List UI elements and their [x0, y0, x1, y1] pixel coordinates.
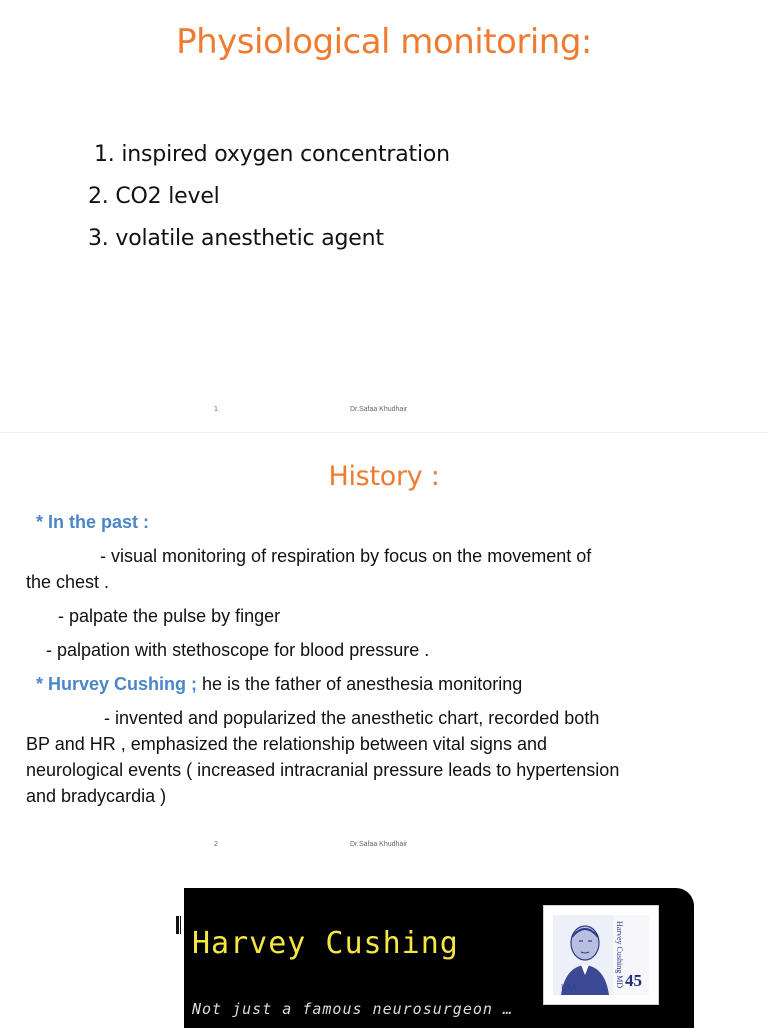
body-line: BP and HR , emphasized the relationship between vital signs and: [26, 734, 547, 754]
slide-3: [0, 864, 768, 1024]
body-line: the chest .: [26, 572, 110, 592]
list-item: 3. volatile anesthetic agent: [88, 226, 384, 251]
stamp-value: 45: [625, 971, 642, 990]
decorative-bar: [180, 916, 181, 934]
list-item: 1. inspired oxygen concentration: [94, 142, 450, 167]
cushing-line: [36, 671, 522, 697]
banner-title: Harvey Cushing: [192, 926, 459, 961]
body-line: - palpate the pulse by finger: [58, 606, 281, 626]
body-line: and bradycardia ): [26, 786, 167, 806]
cushing-text: he is the father of anesthesia monitoring: [197, 674, 523, 694]
monitoring-list: [88, 134, 450, 260]
banner-subtitle: Not just a famous neurosurgeon …: [192, 1000, 513, 1018]
list-item: 2. CO2 level: [88, 184, 220, 209]
body-line: neurological events ( increased intracranial pressure leads to hypertension: [26, 760, 620, 780]
body-line: - invented and popularized the anesthetic chart, recorded both: [104, 708, 600, 728]
body-line: - visual monitoring of respiration by focus on the movement of: [100, 546, 592, 566]
slide-title: Physiological monitoring:: [176, 22, 592, 62]
decorative-bar: [176, 916, 179, 934]
body-line: - palpation with stethoscope for blood pressure .: [46, 640, 430, 660]
stamp-country: USA: [561, 983, 578, 992]
past-heading: * In the past :: [36, 512, 150, 532]
stamp-portrait: [553, 915, 649, 995]
harvey-cushing-banner: [184, 888, 694, 1028]
postage-stamp: [544, 906, 658, 1004]
slide-title: History :: [328, 461, 440, 492]
author-footer: Dr.Safaa Khudhair: [350, 841, 408, 848]
author-footer: Dr.Safaa Khudhair: [350, 406, 408, 413]
page-number: 1: [214, 406, 218, 413]
stamp-side-text: Harvey Cushing MD: [615, 921, 624, 989]
slide-1: [0, 0, 768, 432]
cushing-heading: * Hurvey Cushing ;: [36, 674, 198, 694]
slide-2: [0, 432, 768, 865]
page-number: 2: [214, 841, 218, 848]
